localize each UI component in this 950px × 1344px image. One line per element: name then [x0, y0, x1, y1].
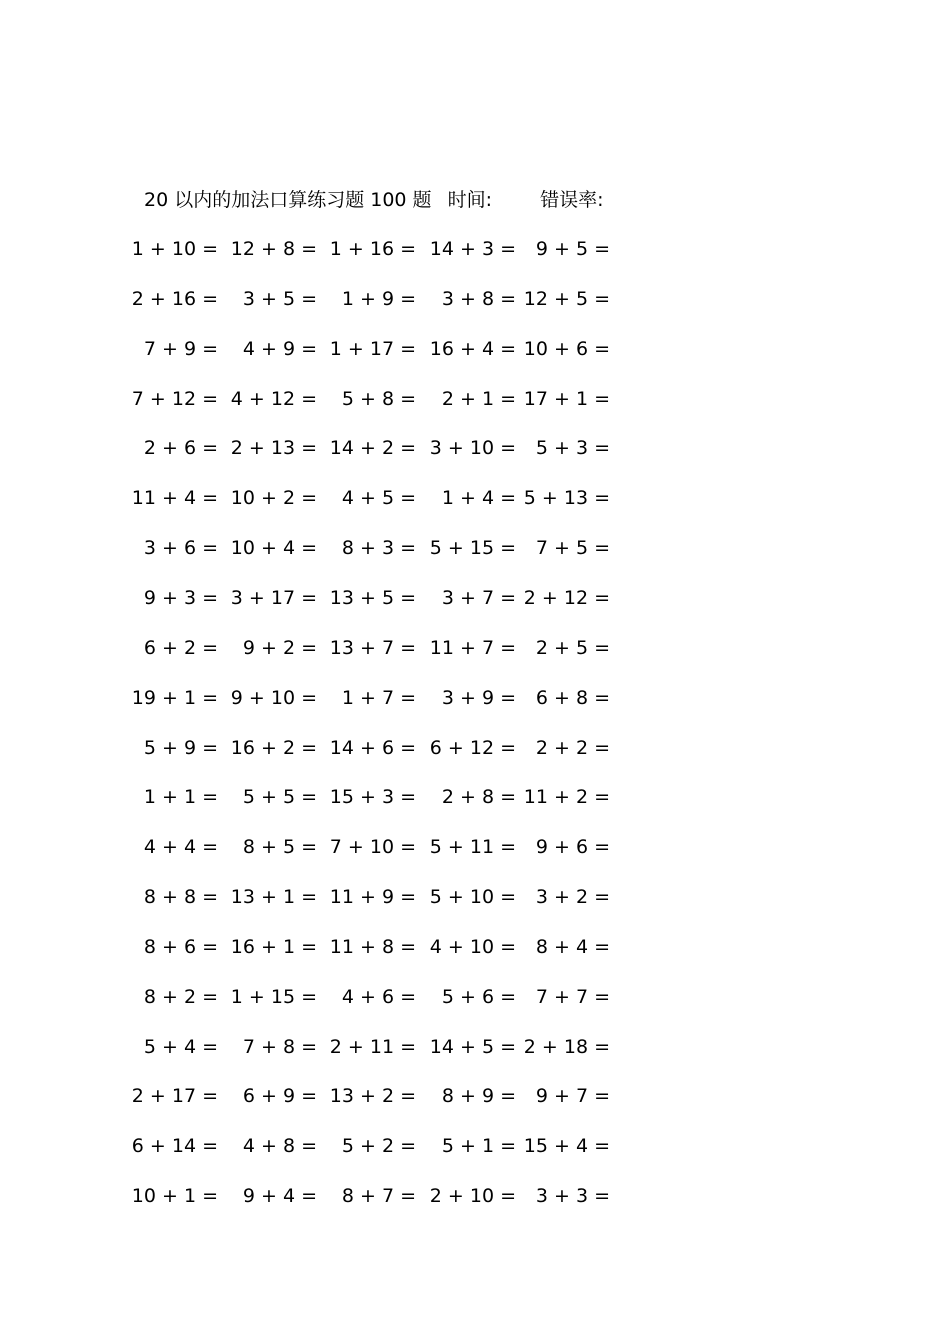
- problem-r12-c1: 1 + 1 =: [143, 786, 218, 808]
- problem-r12-c4: 2 + 8 =: [441, 786, 516, 808]
- problem-r19-c2: 4 + 8 =: [242, 1135, 317, 1157]
- problem-r19-c5: 15 + 4 =: [523, 1135, 610, 1157]
- problem-r5-c1: 2 + 6 =: [143, 437, 218, 459]
- problem-r15-c3: 11 + 8 =: [329, 936, 416, 958]
- problem-r8-c1: 9 + 3 =: [143, 587, 218, 609]
- problem-r6-c5: 5 + 13 =: [523, 487, 610, 509]
- problem-r11-c1: 5 + 9 =: [143, 737, 218, 759]
- problem-r20-c3: 8 + 7 =: [341, 1185, 416, 1207]
- problem-r14-c3: 11 + 9 =: [329, 886, 416, 908]
- problem-r16-c2: 1 + 15 =: [230, 986, 317, 1008]
- problem-r13-c3: 7 + 10 =: [329, 836, 416, 858]
- problem-r4-c2: 4 + 12 =: [230, 388, 317, 410]
- problem-r7-c4: 5 + 15 =: [429, 537, 516, 559]
- problem-r5-c3: 14 + 2 =: [329, 437, 416, 459]
- problem-r4-c1: 7 + 12 =: [131, 388, 218, 410]
- problem-r10-c2: 9 + 10 =: [230, 687, 317, 709]
- problem-r9-c1: 6 + 2 =: [143, 637, 218, 659]
- problem-r7-c5: 7 + 5 =: [535, 537, 610, 559]
- problem-r1-c4: 14 + 3 =: [429, 238, 516, 260]
- problem-r2-c3: 1 + 9 =: [341, 288, 416, 310]
- problem-r2-c1: 2 + 16 =: [131, 288, 218, 310]
- problem-r5-c5: 5 + 3 =: [535, 437, 610, 459]
- worksheet-title: 20 以内的加法口算练习题 100 题: [144, 189, 432, 211]
- problem-r5-c4: 3 + 10 =: [429, 437, 516, 459]
- problem-r17-c3: 2 + 11 =: [329, 1036, 416, 1058]
- problem-r17-c1: 5 + 4 =: [143, 1036, 218, 1058]
- problem-r8-c5: 2 + 12 =: [523, 587, 610, 609]
- problem-r14-c2: 13 + 1 =: [230, 886, 317, 908]
- problem-r18-c4: 8 + 9 =: [441, 1085, 516, 1107]
- problem-r9-c2: 9 + 2 =: [242, 637, 317, 659]
- problem-r7-c2: 10 + 4 =: [230, 537, 317, 559]
- problem-r1-c5: 9 + 5 =: [535, 238, 610, 260]
- problem-r7-c1: 3 + 6 =: [143, 537, 218, 559]
- problem-r11-c3: 14 + 6 =: [329, 737, 416, 759]
- problem-r11-c4: 6 + 12 =: [429, 737, 516, 759]
- problem-r10-c1: 19 + 1 =: [131, 687, 218, 709]
- problem-r8-c3: 13 + 5 =: [329, 587, 416, 609]
- problem-r4-c5: 17 + 1 =: [523, 388, 610, 410]
- problem-r16-c3: 4 + 6 =: [341, 986, 416, 1008]
- time-label: 时间:: [447, 189, 493, 211]
- problem-r12-c5: 11 + 2 =: [523, 786, 610, 808]
- problem-r13-c1: 4 + 4 =: [143, 836, 218, 858]
- problem-r20-c4: 2 + 10 =: [429, 1185, 516, 1207]
- problem-r3-c4: 16 + 4 =: [429, 338, 516, 360]
- problem-r2-c5: 12 + 5 =: [523, 288, 610, 310]
- problem-r11-c2: 16 + 2 =: [230, 737, 317, 759]
- problem-r14-c5: 3 + 2 =: [535, 886, 610, 908]
- problem-r15-c5: 8 + 4 =: [535, 936, 610, 958]
- problem-r4-c3: 5 + 8 =: [341, 388, 416, 410]
- problem-r16-c1: 8 + 2 =: [143, 986, 218, 1008]
- problem-r17-c5: 2 + 18 =: [523, 1036, 610, 1058]
- problem-r18-c2: 6 + 9 =: [242, 1085, 317, 1107]
- problem-r13-c5: 9 + 6 =: [535, 836, 610, 858]
- problem-r1-c1: 1 + 10 =: [131, 238, 218, 260]
- problem-r13-c4: 5 + 11 =: [429, 836, 516, 858]
- problem-r6-c2: 10 + 2 =: [230, 487, 317, 509]
- problem-r11-c5: 2 + 2 =: [535, 737, 610, 759]
- problem-r20-c2: 9 + 4 =: [242, 1185, 317, 1207]
- problem-r10-c5: 6 + 8 =: [535, 687, 610, 709]
- problem-r12-c3: 15 + 3 =: [329, 786, 416, 808]
- problem-r9-c4: 11 + 7 =: [429, 637, 516, 659]
- problem-r20-c5: 3 + 3 =: [535, 1185, 610, 1207]
- problem-r15-c1: 8 + 6 =: [143, 936, 218, 958]
- problem-r14-c4: 5 + 10 =: [429, 886, 516, 908]
- problem-r13-c2: 8 + 5 =: [242, 836, 317, 858]
- problem-r10-c4: 3 + 9 =: [441, 687, 516, 709]
- problem-r3-c5: 10 + 6 =: [523, 338, 610, 360]
- problem-r6-c4: 1 + 4 =: [441, 487, 516, 509]
- problem-r1-c3: 1 + 16 =: [329, 238, 416, 260]
- problem-r12-c2: 5 + 5 =: [242, 786, 317, 808]
- problem-r9-c3: 13 + 7 =: [329, 637, 416, 659]
- problem-r19-c1: 6 + 14 =: [131, 1135, 218, 1157]
- problem-r19-c4: 5 + 1 =: [441, 1135, 516, 1157]
- problem-r15-c2: 16 + 1 =: [230, 936, 317, 958]
- problem-r8-c4: 3 + 7 =: [441, 587, 516, 609]
- problem-r18-c5: 9 + 7 =: [535, 1085, 610, 1107]
- problem-r15-c4: 4 + 10 =: [429, 936, 516, 958]
- problem-r6-c3: 4 + 5 =: [341, 487, 416, 509]
- problem-r7-c3: 8 + 3 =: [341, 537, 416, 559]
- problem-r14-c1: 8 + 8 =: [143, 886, 218, 908]
- problem-r3-c1: 7 + 9 =: [143, 338, 218, 360]
- problem-r2-c4: 3 + 8 =: [441, 288, 516, 310]
- problem-r17-c4: 14 + 5 =: [429, 1036, 516, 1058]
- problem-r1-c2: 12 + 8 =: [230, 238, 317, 260]
- problem-r3-c2: 4 + 9 =: [242, 338, 317, 360]
- error-rate-label: 错误率:: [540, 189, 604, 211]
- problem-r3-c3: 1 + 17 =: [329, 338, 416, 360]
- problem-r17-c2: 7 + 8 =: [242, 1036, 317, 1058]
- problem-r9-c5: 2 + 5 =: [535, 637, 610, 659]
- problem-r5-c2: 2 + 13 =: [230, 437, 317, 459]
- problem-r20-c1: 10 + 1 =: [131, 1185, 218, 1207]
- problem-r2-c2: 3 + 5 =: [242, 288, 317, 310]
- problem-r16-c4: 5 + 6 =: [441, 986, 516, 1008]
- problem-r18-c3: 13 + 2 =: [329, 1085, 416, 1107]
- problem-r6-c1: 11 + 4 =: [131, 487, 218, 509]
- problem-r4-c4: 2 + 1 =: [441, 388, 516, 410]
- problem-r19-c3: 5 + 2 =: [341, 1135, 416, 1157]
- problem-r10-c3: 1 + 7 =: [341, 687, 416, 709]
- problem-r18-c1: 2 + 17 =: [131, 1085, 218, 1107]
- problem-r8-c2: 3 + 17 =: [230, 587, 317, 609]
- problem-r16-c5: 7 + 7 =: [535, 986, 610, 1008]
